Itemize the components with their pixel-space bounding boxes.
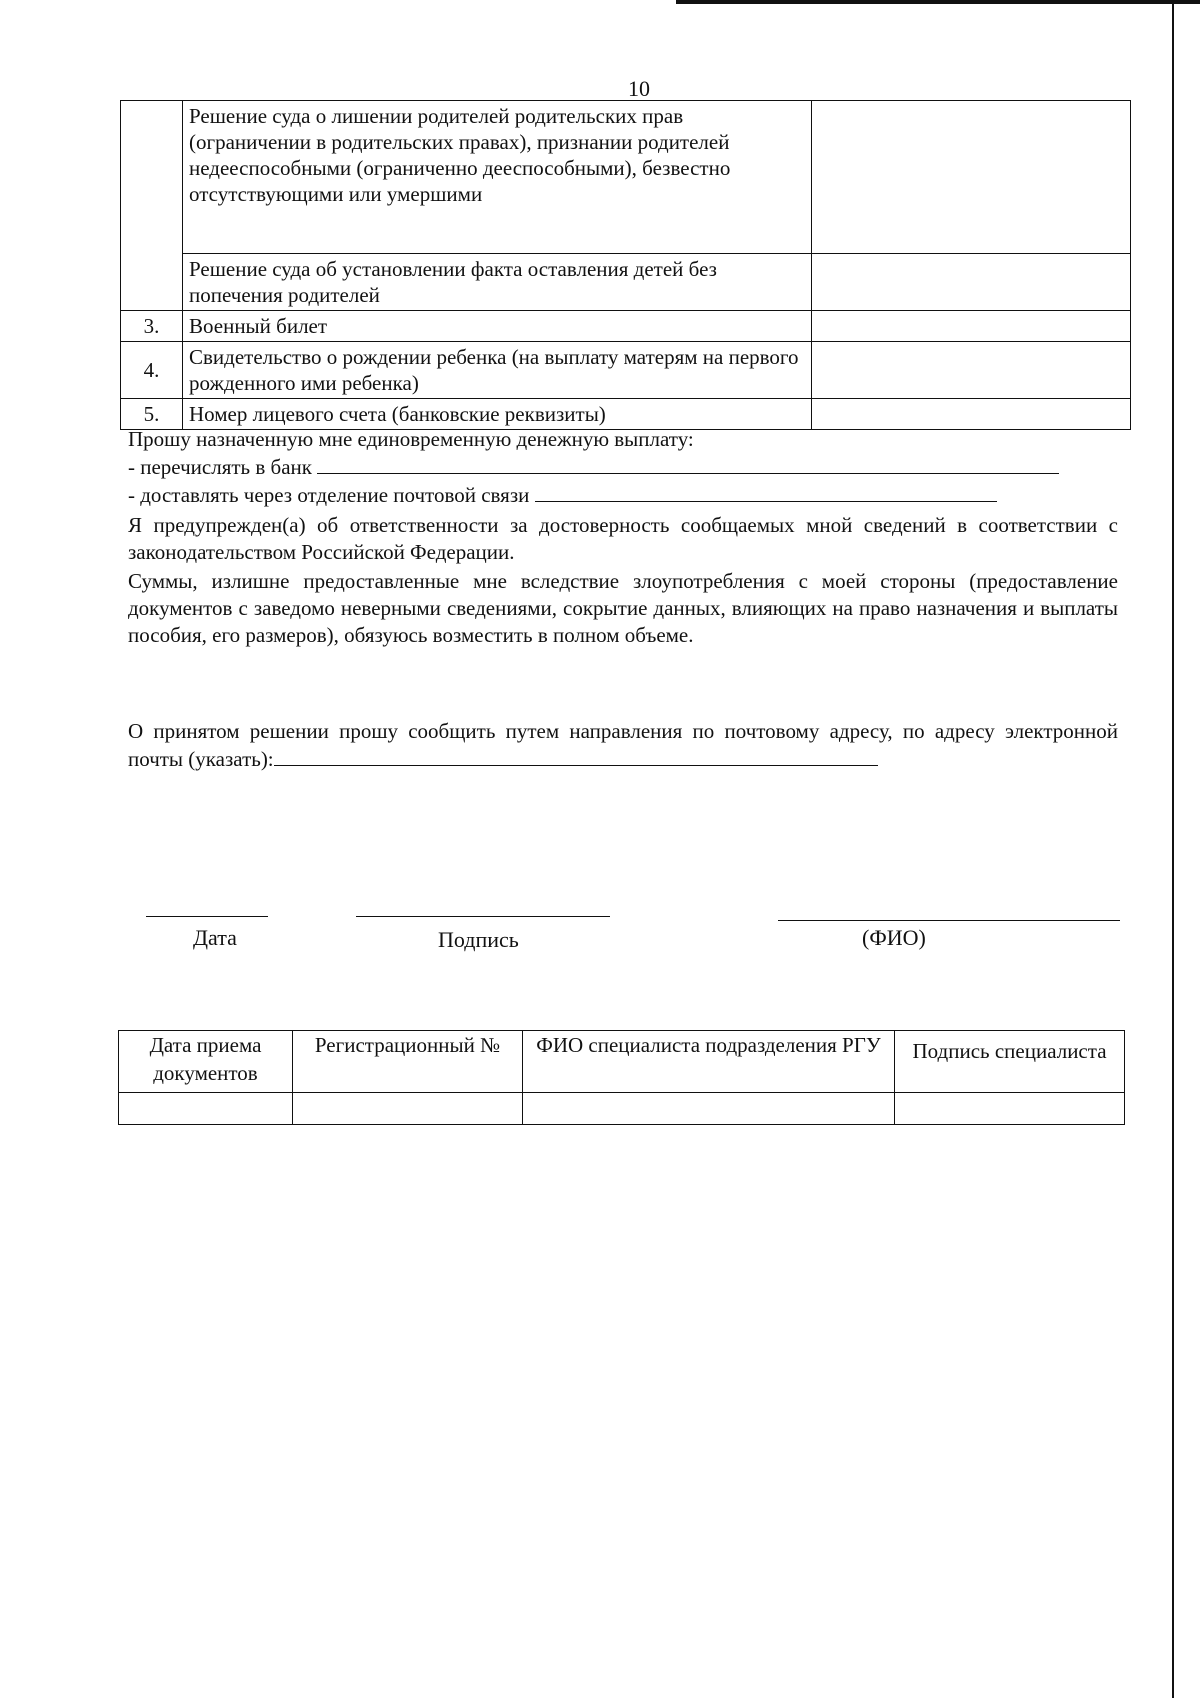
notification-text: О принятом решении прошу сообщить путем направления по почтовому адресу, по адресу электронной почты (указать): xyxy=(128,719,1118,771)
documents-table xyxy=(120,100,1131,430)
row-number-cell: 5. xyxy=(121,399,183,430)
sign-label: Подпись xyxy=(438,927,519,952)
post-option-label: - доставлять через отделение почтовой связи xyxy=(128,483,530,507)
document-value-cell[interactable] xyxy=(812,399,1131,430)
table-row xyxy=(121,399,1131,430)
table-row xyxy=(121,342,1131,399)
payment-request-text: Прошу назначенную мне единовременную денежную выплату: xyxy=(128,427,694,451)
fio-label: (ФИО) xyxy=(862,925,926,950)
notification-request xyxy=(128,718,1118,773)
table-row xyxy=(121,311,1131,342)
header-intake-date: Дата приема документов xyxy=(119,1031,293,1093)
document-name-cell: Свидетельство о рождении ребенка (на выплату матерям на первого рожденного ими ребенка) xyxy=(183,342,812,399)
document-name-cell: Военный билет xyxy=(183,311,812,342)
post-option-row xyxy=(128,481,997,509)
page-number: 10 xyxy=(628,76,650,101)
header-specialist-name: ФИО специалиста подразделения РГУ xyxy=(523,1031,895,1093)
registration-table xyxy=(118,1030,1125,1125)
date-signature-line[interactable] xyxy=(146,916,268,917)
document-value-cell[interactable] xyxy=(812,101,1131,254)
sign-signature-line[interactable] xyxy=(356,916,610,917)
row-number-cell xyxy=(121,101,183,311)
refund-obligation: Суммы, излишне предоставленные мне вследствие злоупотребления с моей стороны (предоставление документов с заведомо неверными сведениями, сокрытие данных, влияющих на право назначения и выплаты пособия, его размеров), обязуюсь возместить в полном объеме. xyxy=(128,569,1118,647)
specialist-name-cell[interactable] xyxy=(523,1093,895,1125)
document-name-cell: Решение суда об установлении факта оставления детей без попечения родителей xyxy=(183,254,812,311)
date-label: Дата xyxy=(193,925,237,950)
top-edge-rule xyxy=(676,0,1200,4)
bank-name-field[interactable] xyxy=(317,453,1059,474)
row-number-cell: 4. xyxy=(121,342,183,399)
document-name-cell: Номер лицевого счета (банковские реквизиты) xyxy=(183,399,812,430)
table-row xyxy=(119,1093,1125,1125)
document-name-cell: Решение суда о лишении родителей родительских прав (ограничении в родительских правах), признании родителей недееспособными (ограниченно дееспособными), безвестно отсутствующими или умершими xyxy=(183,101,812,254)
document-value-cell[interactable] xyxy=(812,342,1131,399)
bank-option-row xyxy=(128,453,1059,481)
table-row xyxy=(121,254,1131,311)
document-value-cell[interactable] xyxy=(812,311,1131,342)
liability-warning: Я предупрежден(а) об ответственности за достоверность сообщаемых мной сведений в соответствии с законодательством Российской Федерации. xyxy=(128,513,1118,564)
row-number-cell: 3. xyxy=(121,311,183,342)
email-field[interactable] xyxy=(274,745,878,766)
intake-date-cell[interactable] xyxy=(119,1093,293,1125)
table-row xyxy=(119,1031,1125,1093)
post-office-field[interactable] xyxy=(535,481,997,502)
specialist-signature-cell[interactable] xyxy=(895,1093,1125,1125)
table-row xyxy=(121,101,1131,254)
header-specialist-signature: Подпись специалиста xyxy=(895,1031,1125,1093)
header-registration-number: Регистрационный № xyxy=(293,1031,523,1093)
fio-signature-line[interactable] xyxy=(778,920,1120,921)
document-value-cell[interactable] xyxy=(812,254,1131,311)
registration-number-cell[interactable] xyxy=(293,1093,523,1125)
right-edge-rule xyxy=(1172,0,1174,1698)
bank-option-label: - перечислять в банк xyxy=(128,455,312,479)
